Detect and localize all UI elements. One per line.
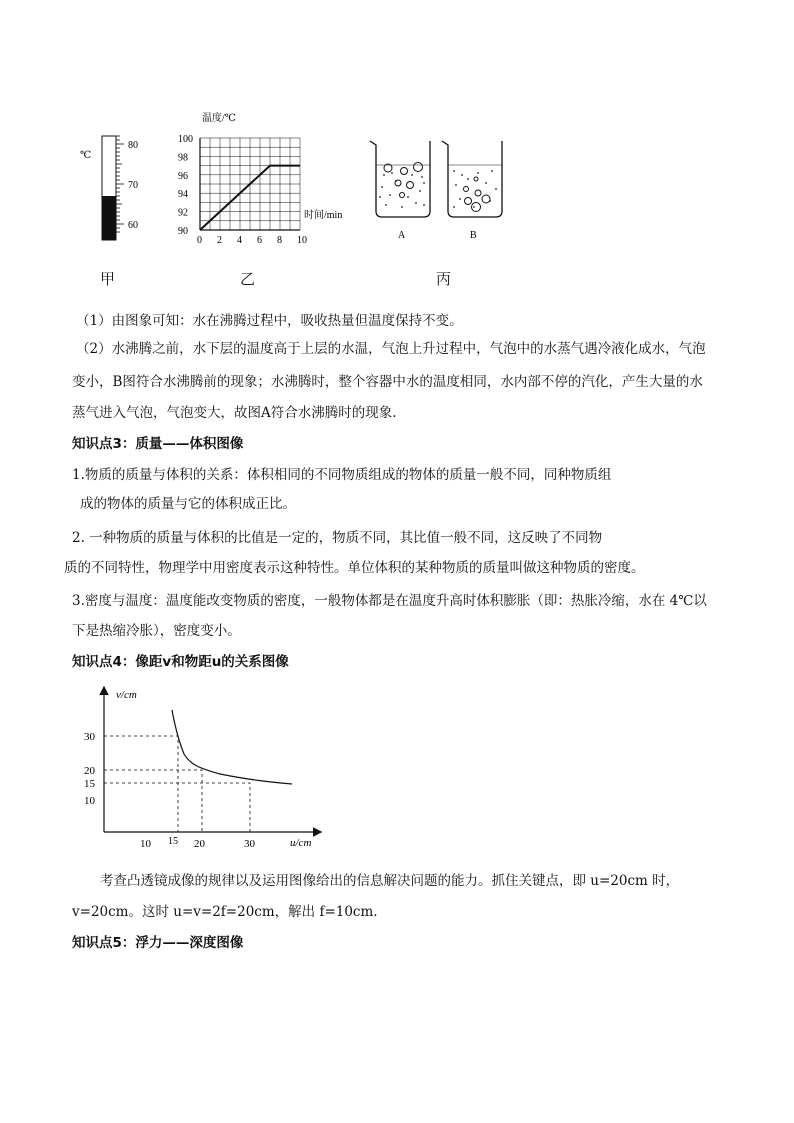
k3-item-3-line-2: 下是热缩冷胀），密度变小。 bbox=[72, 623, 241, 639]
k3-item-2-line-2: 质的不同特性，物理学中用密度表示这种特性。单位体积的某种物质的质量叫做这种物质的密度。 bbox=[64, 560, 645, 576]
figure-caption-yi: 乙 bbox=[240, 270, 256, 288]
guide-30-15 bbox=[104, 736, 178, 832]
v-tick: 15 bbox=[84, 778, 95, 790]
k4-line-1: 考查凸透镜成像的规律以及运用图像给出的信息解决问题的能力。抓住关键点，即 u=20cm 时， bbox=[100, 873, 680, 889]
k3-item-1-line-1: 1.物质的质量与体积的关系：体积相同的不同物质组成的物体的质量一般不同，同种物质组 bbox=[72, 467, 612, 483]
thermometer-tick-label: 80 bbox=[128, 140, 138, 151]
thermometer-liquid bbox=[102, 196, 116, 240]
heading-knowledge-5: 知识点5：浮力——深度图像 bbox=[72, 935, 244, 951]
v-u-curve bbox=[172, 710, 292, 784]
thermometer-unit: ℃ bbox=[80, 150, 92, 161]
beaker-label: A bbox=[398, 230, 406, 241]
x-tick-label: 6 bbox=[257, 235, 262, 246]
v-tick: 20 bbox=[84, 765, 95, 777]
figure-caption-jia: 甲 bbox=[100, 270, 116, 288]
y-axis-label: 温度/℃ bbox=[202, 113, 236, 124]
v-tick: 30 bbox=[84, 731, 95, 743]
beakers-figure bbox=[362, 135, 512, 245]
k3-item-3-line-1: 3.密度与温度：温度能改变物质的密度，一般物体都是在温度升高时体积膨胀（即：热胀冷缩，水在 4℃以 bbox=[72, 593, 707, 609]
guide-15-30 bbox=[104, 783, 250, 832]
thermometer-tick-label: 60 bbox=[128, 220, 138, 231]
u-tick: 30 bbox=[244, 838, 255, 850]
answer-2-line-2: 变小，B图符合水沸腾前的现象；水沸腾时，整个容器中水的温度相同，水内部不停的汽化，产生大量的水 bbox=[72, 374, 703, 390]
beaker-a bbox=[370, 141, 430, 217]
heading-knowledge-3: 知识点3：质量——体积图像 bbox=[72, 436, 244, 452]
answer-1: （1）由图象可知：水在沸腾过程中，吸收热量但温度保持不变。 bbox=[76, 313, 463, 329]
u-tick: 20 bbox=[194, 838, 205, 850]
k4-line-2: v=20cm。这时 u=v=2f=20cm，解出 f=10cm. bbox=[72, 904, 378, 920]
u-axis-label: u/cm bbox=[290, 837, 312, 849]
answer-2-line-1: （2）水沸腾之前，水下层的温度高于上层的水温，气泡上升过程中，气泡中的水蒸气遇冷液化成水，气泡 bbox=[76, 341, 706, 357]
x-tick-label: 2 bbox=[217, 235, 222, 246]
y-tick-label: 92 bbox=[178, 207, 188, 219]
figure-caption-bing: 丙 bbox=[436, 270, 452, 288]
y-tick-label: 96 bbox=[178, 170, 188, 182]
thermometer-figure bbox=[78, 130, 158, 245]
y-tick-label: 100 bbox=[178, 134, 193, 145]
y-tick-label: 90 bbox=[178, 226, 188, 237]
x-tick-label: 4 bbox=[237, 235, 242, 246]
thermometer-tick-label: 70 bbox=[128, 180, 138, 191]
v-axis-label: v/cm bbox=[116, 689, 137, 701]
v-tick: 10 bbox=[84, 795, 95, 807]
u-tick: 15 bbox=[168, 836, 178, 847]
u-tick: 10 bbox=[140, 838, 151, 850]
y-tick-label: 98 bbox=[178, 152, 188, 164]
beaker-b bbox=[442, 141, 502, 217]
heading-knowledge-4: 知识点4：像距v和物距u的关系图像 bbox=[72, 654, 289, 670]
x-tick-label: 10 bbox=[297, 235, 307, 246]
x-tick-label: 8 bbox=[277, 235, 282, 246]
k3-item-2-line-1: 2. 一种物质的质量与体积的比值是一定的，物质不同，其比值一般不同，这反映了不同物 bbox=[72, 530, 603, 546]
beaker-label: B bbox=[470, 230, 477, 241]
temperature-time-chart bbox=[168, 108, 358, 248]
k3-item-1-line-2: 成的物体的质量与它的体积成正比。 bbox=[80, 496, 296, 512]
image-object-distance-chart bbox=[80, 684, 330, 854]
x-axis-label: 时间/min bbox=[304, 210, 343, 221]
x-tick-label: 0 bbox=[197, 235, 202, 246]
y-tick-label: 94 bbox=[178, 189, 188, 201]
guide-20-20 bbox=[104, 770, 202, 832]
thermometer-scale bbox=[116, 136, 124, 232]
answer-2-line-3: 蒸气进入气泡，气泡变大，故图A符合水沸腾时的现象. bbox=[72, 405, 397, 421]
